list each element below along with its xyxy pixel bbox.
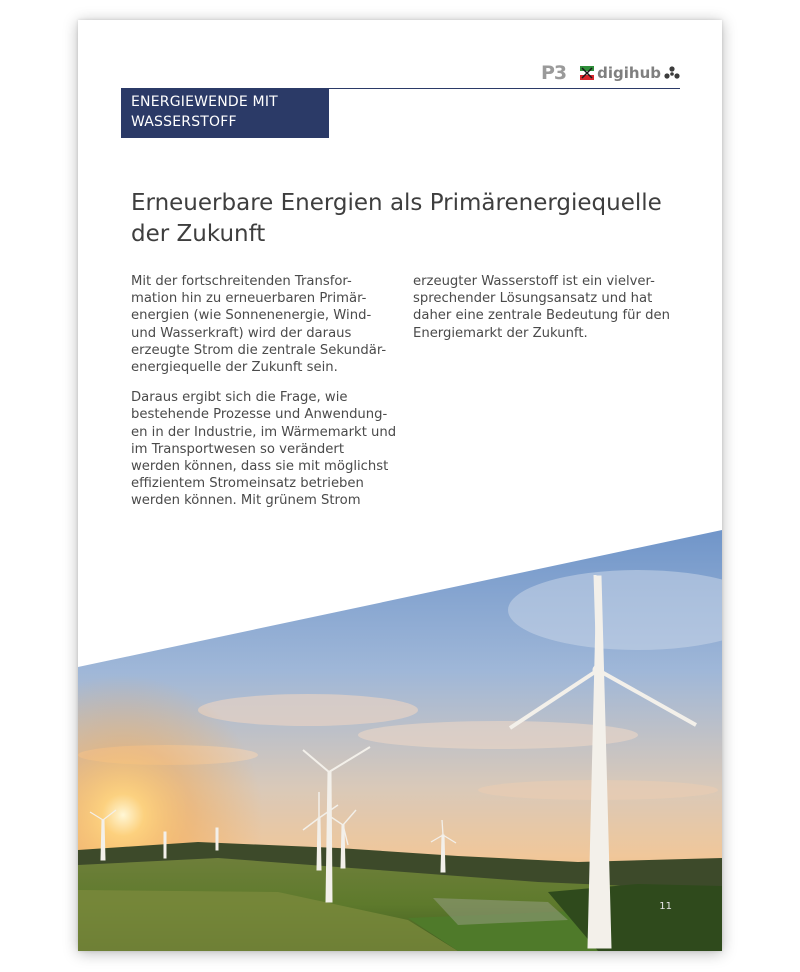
title-line: der Zukunft (131, 221, 266, 247)
text-line: en in der Industrie, im Wärmemarkt und (131, 424, 397, 440)
section-tag (121, 88, 329, 138)
text-line: und Wasserkraft) wird der daraus (131, 325, 352, 341)
text-line: werden können, dass sie mit möglichst (131, 459, 389, 475)
text-line: Daraus ergibt sich die Frage, wie (131, 390, 348, 406)
text-line: erzeugter Wasserstoff ist ein vielver- (413, 274, 655, 289)
body-column-right (413, 273, 675, 355)
section-tag-line: ENERGIEWENDE MIT (131, 94, 278, 110)
text-line: energiequelle der Zukunft sein. (131, 360, 338, 376)
page-number: 11 (659, 901, 672, 912)
text-line: effizientem Stromeinsatz betrieben (131, 476, 364, 492)
body-paragraph (131, 389, 397, 509)
text-line: werden können. Mit grünem Strom (131, 493, 361, 509)
text-line: sprechender Lösungsansatz und hat (413, 291, 653, 307)
text-line: mation hin zu erneuerbaren Primär- (131, 291, 367, 307)
text-line: Energiemarkt der Zukunft. (413, 325, 588, 341)
p3-logo: P3 (540, 62, 567, 84)
page-title (131, 188, 691, 250)
text-line: energien (wie Sonnenenergie, Wind- (131, 308, 372, 324)
section-tag-line: WASSERSTOFF (131, 114, 237, 130)
text-line: im Transportwesen so verändert (131, 441, 345, 457)
header-logos (541, 62, 680, 84)
text-line: erzeugte Strom die zentrale Sekundär- (131, 342, 387, 358)
network-dots-icon (664, 66, 680, 80)
digihub-wordmark: digihub (597, 64, 661, 82)
document-page (78, 20, 722, 951)
text-line: bestehende Prozesse und Anwendung- (131, 407, 388, 423)
digihub-logo (580, 64, 680, 82)
text-line: daher eine zentrale Bedeutung für den (413, 308, 670, 324)
nrw-flag-icon (580, 66, 594, 80)
text-line: Mit der fortschreitenden Transfor- (131, 274, 352, 289)
body-paragraph (131, 273, 393, 376)
body-column-left (131, 273, 397, 523)
body-paragraph (413, 273, 675, 342)
title-line: Erneuerbare Energien als Primärenergiequelle (131, 190, 662, 216)
